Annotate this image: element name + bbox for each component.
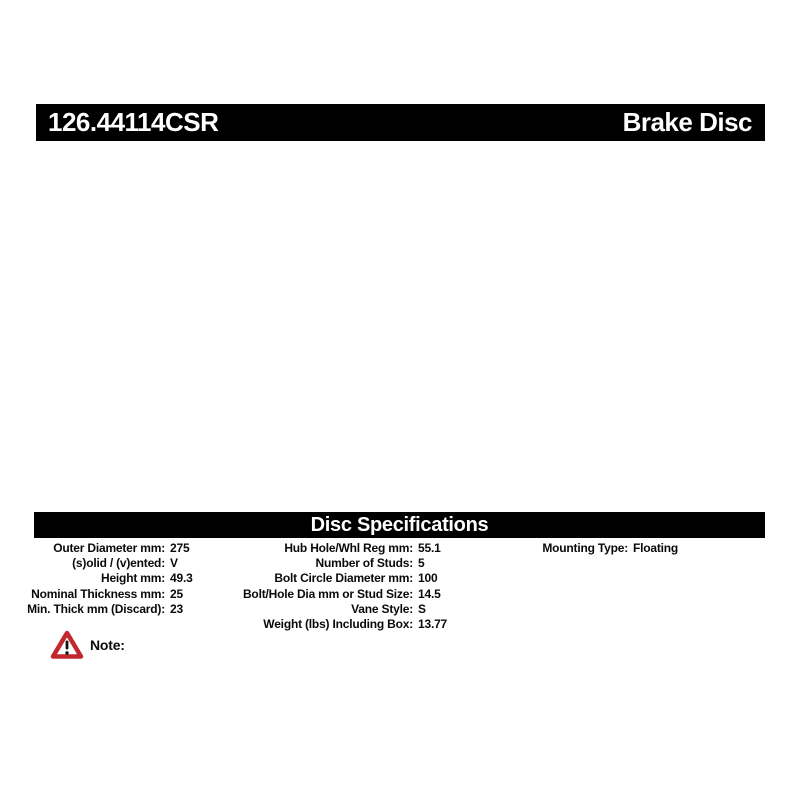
spec-label: (s)olid / (v)ented:	[72, 556, 165, 571]
spec-value: V	[170, 556, 178, 571]
spec-value: 55.1	[418, 541, 441, 555]
spec-value: 25	[170, 586, 183, 601]
spec-row-vane-style	[240, 602, 505, 617]
spec-row-mounting-type	[520, 541, 780, 556]
spec-row-bolt-circle	[240, 571, 505, 586]
spec-label: Weight (lbs) Including Box:	[263, 616, 413, 631]
spec-label: Vane Style:	[351, 601, 413, 616]
spec-row-nominal-thickness	[0, 587, 245, 602]
spec-label: Height mm:	[100, 571, 165, 586]
spec-row-min-thick	[0, 602, 245, 617]
spec-label: Bolt/Hole Dia mm or Stud Size:	[242, 586, 413, 601]
spec-section-title: Disc Specifications	[310, 514, 489, 536]
spec-row-outer-diameter	[0, 541, 245, 556]
spec-value: Floating	[633, 541, 679, 555]
spec-column-2	[240, 541, 505, 632]
product-type-label: Brake Disc	[622, 107, 752, 137]
spec-label: Outer Diameter mm:	[53, 541, 165, 555]
spec-row-height	[0, 571, 245, 586]
part-number: 126.44114CSR	[48, 107, 219, 137]
spec-label: Nominal Thickness mm:	[31, 586, 165, 601]
spec-section-header	[34, 512, 765, 538]
spec-column-1	[0, 541, 245, 617]
note-label: Note:	[90, 637, 125, 653]
spec-value: S	[418, 601, 426, 616]
spec-column-3	[520, 541, 780, 556]
spec-row-weight	[240, 617, 505, 632]
note-row	[50, 630, 125, 660]
spec-value: 100	[418, 571, 438, 586]
spec-value: 14.5	[418, 586, 441, 601]
spec-label: Min. Thick mm (Discard):	[27, 601, 165, 616]
spec-value: 23	[170, 601, 183, 616]
spec-value: 49.3	[170, 571, 193, 586]
warning-triangle-icon	[50, 630, 84, 660]
spec-row-number-of-studs	[240, 556, 505, 571]
spec-table	[0, 541, 800, 636]
spec-label: Hub Hole/Whl Reg mm:	[284, 541, 413, 555]
spec-value: 13.77	[418, 616, 448, 631]
spec-label: Bolt Circle Diameter mm:	[274, 571, 413, 586]
spec-value: 275	[170, 541, 190, 555]
product-image-area	[36, 141, 765, 512]
spec-label: Mounting Type:	[542, 541, 628, 555]
title-bar	[36, 104, 765, 141]
spec-row-hub-hole	[240, 541, 505, 556]
spec-row-solid-vented	[0, 556, 245, 571]
spec-row-bolt-hole-dia	[240, 587, 505, 602]
spec-label: Number of Studs:	[315, 556, 413, 571]
spec-value: 5	[418, 556, 425, 571]
